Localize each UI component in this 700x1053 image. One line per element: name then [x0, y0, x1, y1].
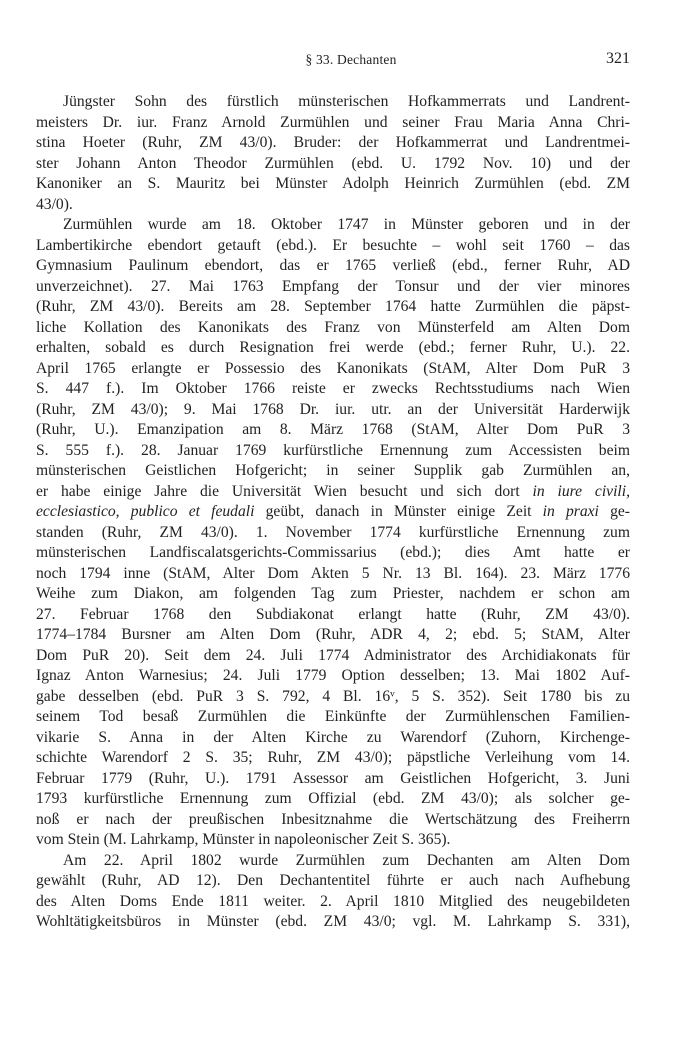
text-segment: vikarie S. Anna in der Alten Kirche zu Warendorf (Zuhorn, Kirchenge- [36, 728, 630, 746]
text-segment: Kanoniker an S. Mauritz bei Münster Adolph Heinrich Zurmühlen (ebd. ZM [36, 175, 630, 192]
text-line [36, 871, 630, 892]
text-line [36, 584, 630, 605]
text-line [36, 810, 630, 831]
text-segment: ge- [598, 503, 630, 520]
text-segment: 1793 kurfürstliche Ernennung zum Offizial (ebd. ZM 43/0); als solcher ge- [36, 790, 630, 807]
text-segment: ster Johann Anton Theodor Zurmühlen (ebd. U. 1792 Nov. 10) und der [36, 154, 630, 172]
text-line [36, 133, 630, 154]
body-text [36, 92, 630, 933]
paragraph [36, 92, 630, 215]
text-line [36, 523, 630, 544]
text-segment: Zurmühlen wurde am 18. Oktober 1747 in Münster geboren und in der [63, 216, 630, 233]
text-segment: noch 1794 inne (StAM, Alter Dom Akten 5 Nr. 13 Bl. 164). 23. März 1776 [36, 564, 630, 582]
text-segment: 27. Februar 1768 den Subdiakonat erlangt hatte (Ruhr, ZM 43/0). [36, 605, 630, 623]
text-segment: gabe desselben (ebd. PuR 3 S. 792, 4 Bl. 16ᵛ, 5 S. 352). Seit 1780 bis zu [36, 687, 630, 705]
text-segment: April 1765 erlangte er Possessio des Kanonikats (StAM, Alter Dom PuR 3 [36, 359, 630, 377]
text-segment: stina Hoeter (Ruhr, ZM 43/0). Bruder: der Hofkammerrat und Landrentmei- [36, 134, 630, 151]
running-head: § 33. Dechanten [305, 52, 397, 67]
text-segment: münsterischen Geistlichen Hofgericht; in seiner Supplik gab Zurmühlen an, [36, 462, 630, 479]
text-line [36, 605, 630, 626]
text-segment: erhalten, sobald es durch Resignation frei werde (ebd.; ferner Ruhr, U.). 22. [36, 339, 630, 356]
text-line [36, 502, 630, 523]
text-segment: geübt, danach in Münster einige Zeit [254, 503, 543, 520]
italic-text-segment: in praxi [542, 503, 599, 520]
text-line [36, 892, 630, 913]
text-line [36, 277, 630, 298]
text-segment: S. 447 f.). Im Oktober 1766 reiste er zwecks Rechtsstudiums nach Wien [36, 380, 630, 397]
paragraph [36, 851, 630, 933]
text-segment: Dom PuR 20). Seit dem 24. Juli 1774 Administrator des Archidiakonats für [36, 646, 630, 664]
text-segment: Februar 1779 (Ruhr, U.). 1791 Assessor am Geistlichen Hofgericht, 3. Juni [36, 769, 630, 787]
paragraph [36, 215, 630, 851]
text-segment: (Ruhr, U.). Emanzipation am 8. März 1768 (StAM, Alter Dom PuR 3 [36, 421, 630, 438]
page-header [72, 50, 630, 72]
italic-text-segment: in iure civili, [532, 482, 630, 500]
text-segment: S. 555 f.). 28. Januar 1769 kurfürstliche Ernennung zum Accessisten beim [36, 441, 630, 459]
text-segment: münsterischen Landfiscalatsgerichts-Commissarius (ebd.); dies Amt hatte er [36, 544, 630, 561]
text-segment: er habe einige Jahre die Universität Wien besucht und sich dort [36, 482, 533, 500]
text-line [36, 625, 630, 646]
text-line [36, 441, 630, 462]
text-segment: vom Stein (M. Lahrkamp, Münster in napoleonischer Zeit S. 365). [36, 831, 451, 848]
text-line [36, 174, 630, 195]
text-line [36, 748, 630, 769]
text-segment: Weihe zum Diakon, am folgenden Tag zum Priester, nachdem er schon am [36, 585, 630, 602]
text-line [36, 92, 630, 113]
text-segment: Am 22. April 1802 wurde Zurmühlen zum Dechanten am Alten Dom [63, 851, 630, 869]
text-line [36, 769, 630, 790]
text-line [36, 851, 630, 872]
text-line [36, 359, 630, 380]
text-line [36, 297, 630, 318]
text-segment: Lambertikirche ebendort getauft (ebd.). Er besuchte – wohl seit 1760 – das [36, 236, 630, 254]
text-segment: 43/0). [36, 195, 73, 213]
text-segment: noß er nach der preußischen Inbesitznahme die Wertschätzung des Freiherrn [36, 810, 630, 828]
text-segment: liche Kollation des Kanonikats des Franz von Münsterfeld am Alten Dom [36, 318, 630, 336]
page-number: 321 [606, 50, 630, 67]
text-segment: standen (Ruhr, ZM 43/0). 1. November 1774 kurfürstliche Ernennung zum [36, 523, 630, 541]
text-line [36, 318, 630, 339]
text-line [36, 215, 630, 236]
text-segment: des Alten Doms Ende 1811 weiter. 2. April 1810 Mitglied des neugebildeten [36, 892, 630, 910]
text-line [36, 830, 630, 851]
text-segment: (Ruhr, ZM 43/0). Bereits am 28. September 1764 hatte Zurmühlen die päpst- [36, 298, 630, 315]
text-segment: 1774–1784 Bursner am Alten Dom (Ruhr, ADR 4, 2; ebd. 5; StAM, Alter [36, 626, 630, 643]
text-line [36, 154, 630, 175]
text-line [36, 195, 630, 216]
text-line [36, 338, 630, 359]
text-segment: Gymnasium Paulinum ebendort, das er 1765 verließ (ebd., ferner Ruhr, AD [36, 257, 630, 274]
text-segment: schichte Warendorf 2 S. 35; Ruhr, ZM 43/0); päpstliche Verleihung vom 14. [36, 749, 630, 766]
text-segment: gewählt (Ruhr, AD 12). Den Dechantentitel führte er auch nach Aufhebung [36, 872, 630, 889]
text-segment: Wohltätigkeitsbüros in Münster (ebd. ZM 43/0; vgl. M. Lahrkamp S. 331), [36, 913, 630, 930]
text-line [36, 912, 630, 933]
text-segment: meisters Dr. iur. Franz Arnold Zurmühlen und seiner Frau Maria Anna Chri- [36, 113, 630, 131]
text-line [36, 728, 630, 749]
text-line [36, 379, 630, 400]
text-line [36, 461, 630, 482]
text-line [36, 400, 630, 421]
text-segment: Ignaz Anton Warnesius; 24. Juli 1779 Option desselben; 13. Mai 1802 Auf- [36, 667, 630, 684]
text-line [36, 543, 630, 564]
text-line [36, 420, 630, 441]
text-line [36, 236, 630, 257]
text-segment: Jüngster Sohn des fürstlich münsterischen Hofkammerrats und Landrent- [63, 93, 630, 110]
text-segment: unverzeichnet). 27. Mai 1763 Empfang der Tonsur und der vier minores [36, 277, 630, 295]
text-segment: seinem Tod besaß Zurmühlen die Einkünfte der Zurmühlenschen Familien- [36, 708, 630, 725]
text-line [36, 113, 630, 134]
text-line [36, 482, 630, 503]
text-line [36, 646, 630, 667]
text-line [36, 789, 630, 810]
text-segment: (Ruhr, ZM 43/0); 9. Mai 1768 Dr. iur. utr. an der Universität Harderwijk [36, 400, 630, 418]
text-line [36, 666, 630, 687]
text-line [36, 707, 630, 728]
italic-text-segment: ecclesiastico, publico et feudali [36, 503, 255, 520]
text-line [36, 256, 630, 277]
text-line [36, 687, 630, 708]
text-line [36, 564, 630, 585]
